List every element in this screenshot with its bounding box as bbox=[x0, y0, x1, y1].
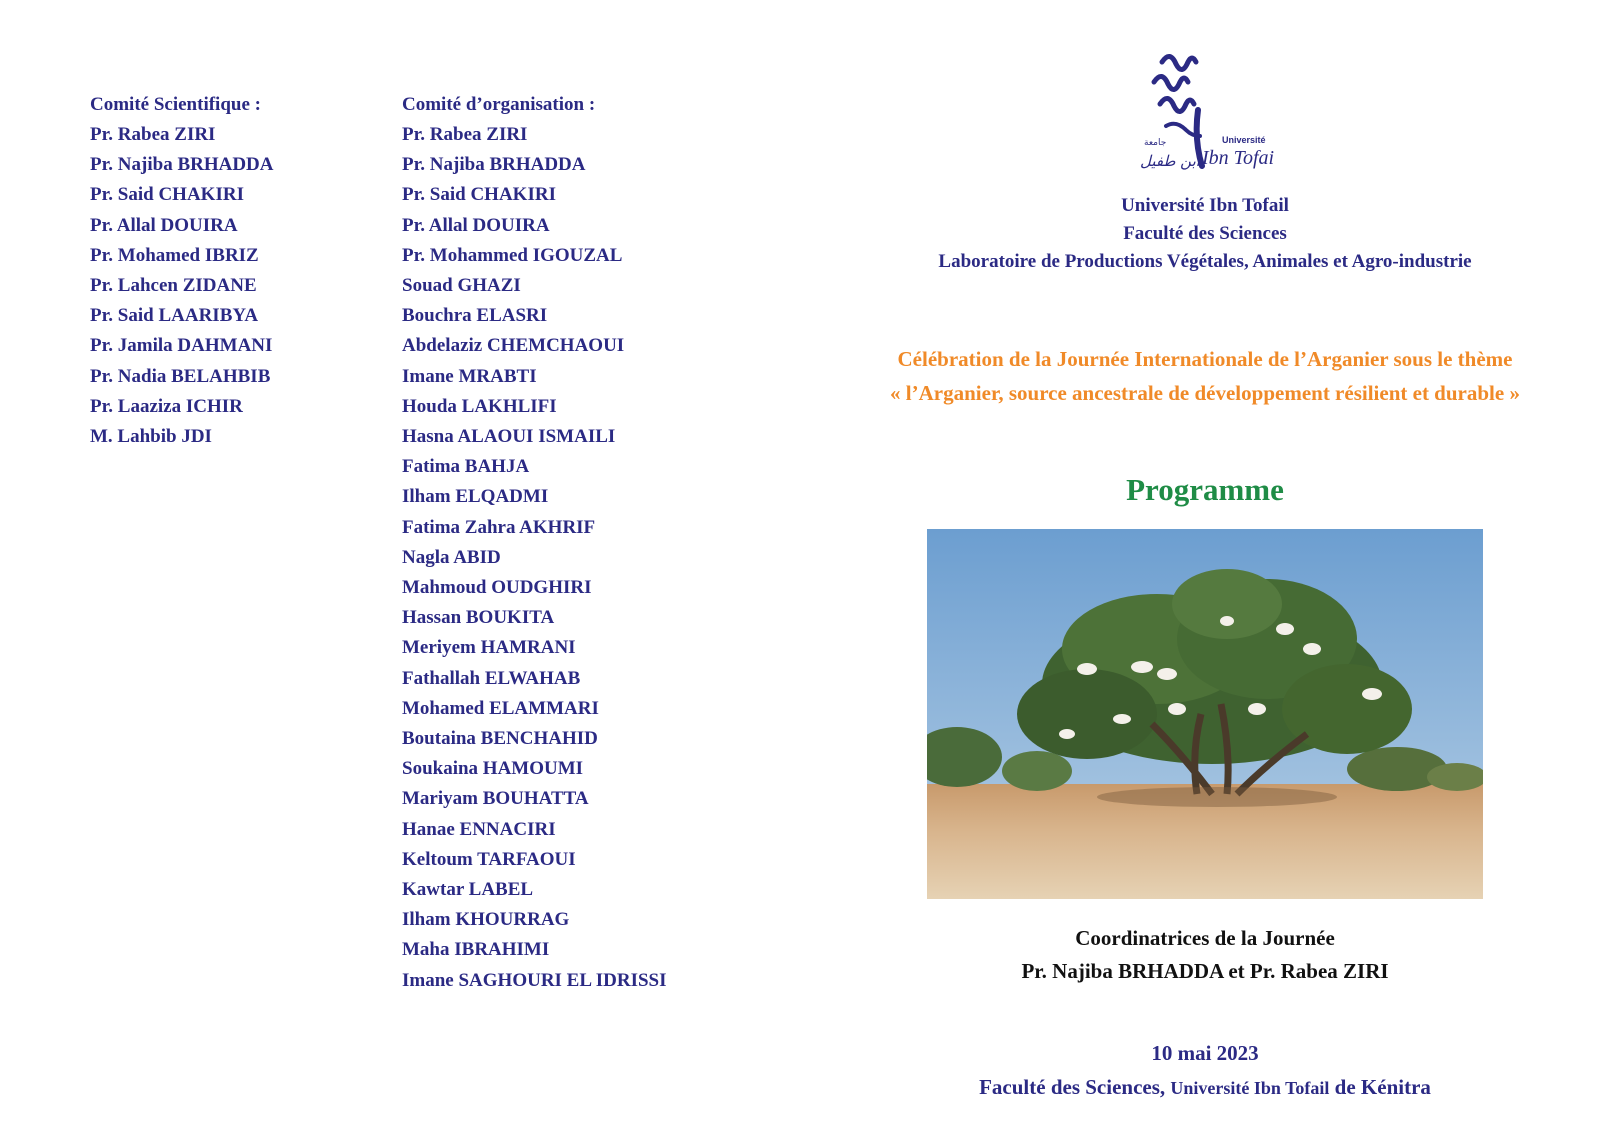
committee-member: Pr. Said CHAKIRI bbox=[90, 184, 244, 206]
committee-member: Pr. Mohamed IBRIZ bbox=[90, 244, 259, 266]
committee-member: Keltoum TARFAOUI bbox=[402, 848, 576, 870]
committee-member: Pr. Rabea ZIRI bbox=[402, 124, 528, 145]
committee-member: Pr. Rabea ZIRI bbox=[90, 124, 216, 145]
venue-faculty: Faculté des Sciences, bbox=[979, 1075, 1166, 1099]
coordinators-heading: Coordinatrices de la Journée bbox=[1075, 926, 1335, 950]
committee-member: Maha IBRAHIMI bbox=[402, 939, 550, 961]
committee-member: Fathallah ELWAHAB bbox=[402, 667, 581, 689]
committee-member: Soukaina HAMOUMI bbox=[402, 758, 584, 780]
coordinators-names: Pr. Najiba BRHADDA et Pr. Rabea ZIRI bbox=[1021, 959, 1389, 983]
argan-tree-goats-image bbox=[927, 529, 1483, 899]
scientific-committee-list bbox=[90, 120, 274, 452]
committee-member: Pr. Jamila DAHMANI bbox=[90, 335, 273, 357]
argan-tree-photo bbox=[927, 529, 1483, 899]
scientific-committee bbox=[90, 90, 274, 452]
committee-member: Fatima BAHJA bbox=[402, 456, 530, 478]
svg-text:جامعة: جامعة bbox=[1144, 138, 1167, 148]
committee-member: Pr. Allal DOUIRA bbox=[90, 214, 238, 236]
committee-member: Imane SAGHOURI EL IDRISSI bbox=[402, 969, 667, 991]
event-venue bbox=[850, 1070, 1560, 1105]
committee-member: Pr. Allal DOUIRA bbox=[402, 214, 550, 236]
theme-line-1: Célébration de la Journée Internationale de l’Arganier sous le thème bbox=[897, 347, 1513, 371]
faculty-name: Faculté des Sciences bbox=[1123, 223, 1287, 244]
committee-member: Meriyem HAMRANI bbox=[402, 637, 576, 659]
organizing-committee-list bbox=[402, 120, 667, 996]
venue-city: de Kénitra bbox=[1334, 1075, 1431, 1099]
committee-member: Pr. Mohammed IGOUZAL bbox=[402, 244, 623, 266]
committee-member: Fatima Zahra AKHRIF bbox=[402, 516, 596, 538]
committee-member: Imane MRABTI bbox=[402, 365, 537, 387]
institution-block bbox=[850, 192, 1560, 276]
committee-member: Ilham ELQADMI bbox=[402, 486, 549, 508]
committee-member: Boutaina BENCHAHID bbox=[402, 728, 598, 750]
svg-text:Université: Université bbox=[1222, 135, 1266, 145]
event-date-venue bbox=[850, 1036, 1560, 1105]
organizing-committee-title: Comité d’organisation : bbox=[402, 94, 596, 115]
committee-member: Pr. Nadia BELAHBIB bbox=[90, 365, 271, 387]
committee-member: Pr. Said LAARIBYA bbox=[90, 305, 259, 327]
committee-member: Pr. Laaziza ICHIR bbox=[90, 395, 243, 417]
committee-member: Houda LAKHLIFI bbox=[402, 395, 557, 417]
committee-member: Mohamed ELAMMARI bbox=[402, 697, 599, 719]
committee-member: Mariyam BOUHATTA bbox=[402, 788, 589, 810]
committee-member: Kawtar LABEL bbox=[402, 879, 534, 901]
laboratory-name: Laboratoire de Productions Végétales, Animales et Agro-industrie bbox=[938, 251, 1472, 272]
committee-member: Pr. Najiba BRHADDA bbox=[90, 154, 274, 176]
venue-university: Université Ibn Tofail bbox=[1170, 1078, 1330, 1098]
svg-text:ابن طفيل: ابن طفيل bbox=[1140, 152, 1200, 170]
committee-member: Pr. Said CHAKIRI bbox=[402, 184, 556, 206]
committee-member: Nagla ABID bbox=[402, 546, 501, 568]
organizing-committee bbox=[402, 90, 667, 996]
committee-member: Hanae ENNACIRI bbox=[402, 818, 556, 840]
committee-member: M. Lahbib JDI bbox=[90, 426, 212, 448]
committee-member: Hassan BOUKITA bbox=[402, 607, 555, 629]
scientific-committee-title: Comité Scientifique : bbox=[90, 94, 261, 115]
event-theme bbox=[850, 342, 1560, 410]
committee-member: Abdelaziz CHEMCHAOUI bbox=[402, 335, 625, 357]
coordinators bbox=[850, 922, 1560, 988]
committee-member: Pr. Lahcen ZIDANE bbox=[90, 275, 257, 297]
committee-member: Hasna ALAOUI ISMAILI bbox=[402, 426, 616, 448]
committee-member: Bouchra ELASRI bbox=[402, 305, 548, 327]
committee-member: Ilham KHOURRAG bbox=[402, 909, 570, 931]
university-name: Université Ibn Tofail bbox=[1121, 195, 1289, 216]
programme-title: Programme bbox=[1126, 472, 1284, 507]
theme-line-2: « l’Arganier, source ancestrale de développement résilient et durable » bbox=[890, 381, 1520, 405]
committee-member: Pr. Najiba BRHADDA bbox=[402, 154, 586, 176]
university-logo bbox=[1140, 48, 1275, 183]
ibn-tofail-logo-icon bbox=[1140, 48, 1275, 183]
committee-member: Mahmoud OUDGHIRI bbox=[402, 577, 592, 599]
svg-text:Ibn Tofail: Ibn Tofail bbox=[1202, 147, 1275, 169]
committee-member: Souad GHAZI bbox=[402, 275, 521, 297]
event-date: 10 mai 2023 bbox=[1151, 1041, 1259, 1065]
